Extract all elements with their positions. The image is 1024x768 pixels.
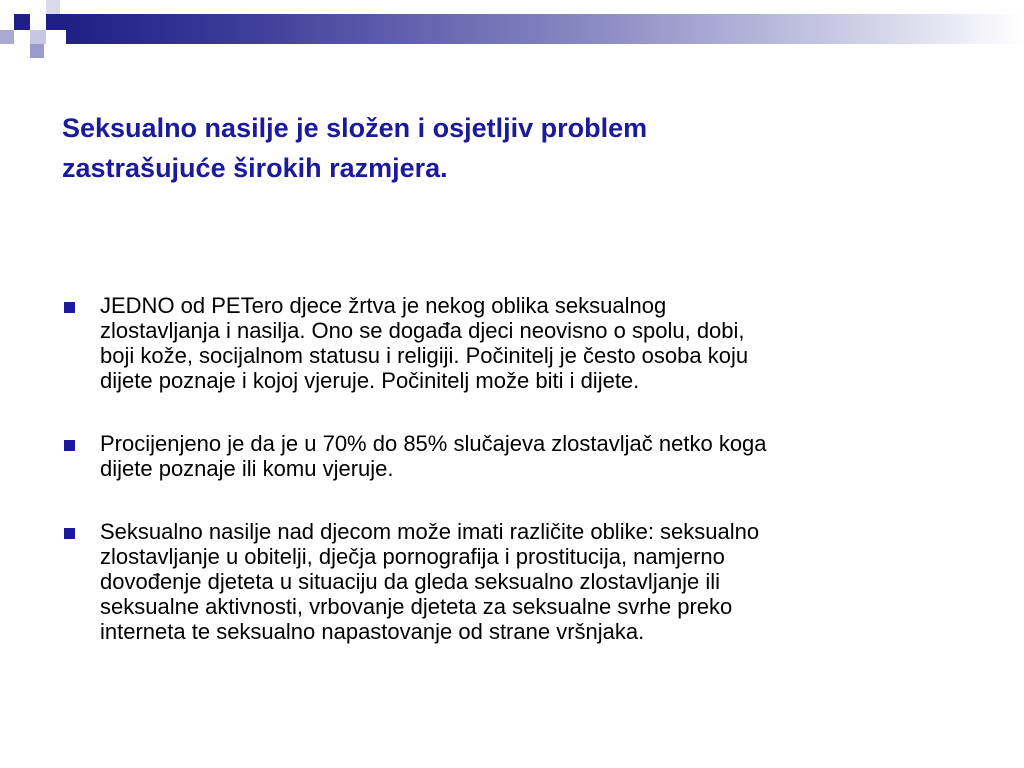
bullet-text <box>100 519 982 644</box>
header-square <box>0 30 14 44</box>
bullet-text <box>100 293 982 393</box>
bullet-line: seksualne aktivnosti, vrbovanje djeteta za seksualne svrhe preko <box>100 594 733 619</box>
header-square <box>46 0 60 14</box>
bullet-line: boji kože, socijalnom statusu i religiji. Počinitelj je često osoba koju <box>100 343 749 368</box>
bullet-line: zlostavljanje u obitelji, dječja pornografija i prostitucija, namjerno <box>100 544 725 569</box>
bullet-text <box>100 431 982 481</box>
slide-title <box>62 108 962 188</box>
bullet-line: Procijenjeno je da je u 70% do 85% slučajeva zlostavljač netko koga <box>100 431 767 456</box>
header-gradient-band <box>66 14 1024 44</box>
square-bullet-icon <box>64 302 75 313</box>
bullet-line: interneta te seksualno napastovanje od strane vršnjaka. <box>100 619 645 644</box>
header-square <box>14 30 30 44</box>
header-square <box>46 14 66 30</box>
bullet-item <box>62 293 982 393</box>
bullet-item <box>62 431 982 481</box>
header-square <box>30 30 46 44</box>
bullet-line: dijete poznaje i kojoj vjeruje. Počinitelj može biti i dijete. <box>100 368 640 393</box>
header-square <box>14 14 30 30</box>
bullet-line: dijete poznaje ili komu vjeruje. <box>100 456 394 481</box>
bullet-line: dovođenje djeteta u situaciju da gleda seksualno zlostavljanje ili <box>100 569 721 594</box>
header-square <box>0 0 14 14</box>
bullet-line: JEDNO od PETero djece žrtva je nekog oblika seksualnog <box>100 293 667 318</box>
title-line: Seksualno nasilje je složen i osjetljiv problem <box>62 113 648 143</box>
header-square <box>30 44 44 58</box>
bullet-line: Seksualno nasilje nad djecom može imati različite oblike: seksualno <box>100 519 760 544</box>
bullet-line: zlostavljanja i nasilja. Ono se događa djeci neovisno o spolu, dobi, <box>100 318 745 343</box>
square-bullet-icon <box>64 528 75 539</box>
bullet-list <box>62 293 982 682</box>
bullet-item <box>62 519 982 644</box>
title-line: zastrašujuće širokih razmjera. <box>62 153 448 183</box>
square-bullet-icon <box>64 440 75 451</box>
